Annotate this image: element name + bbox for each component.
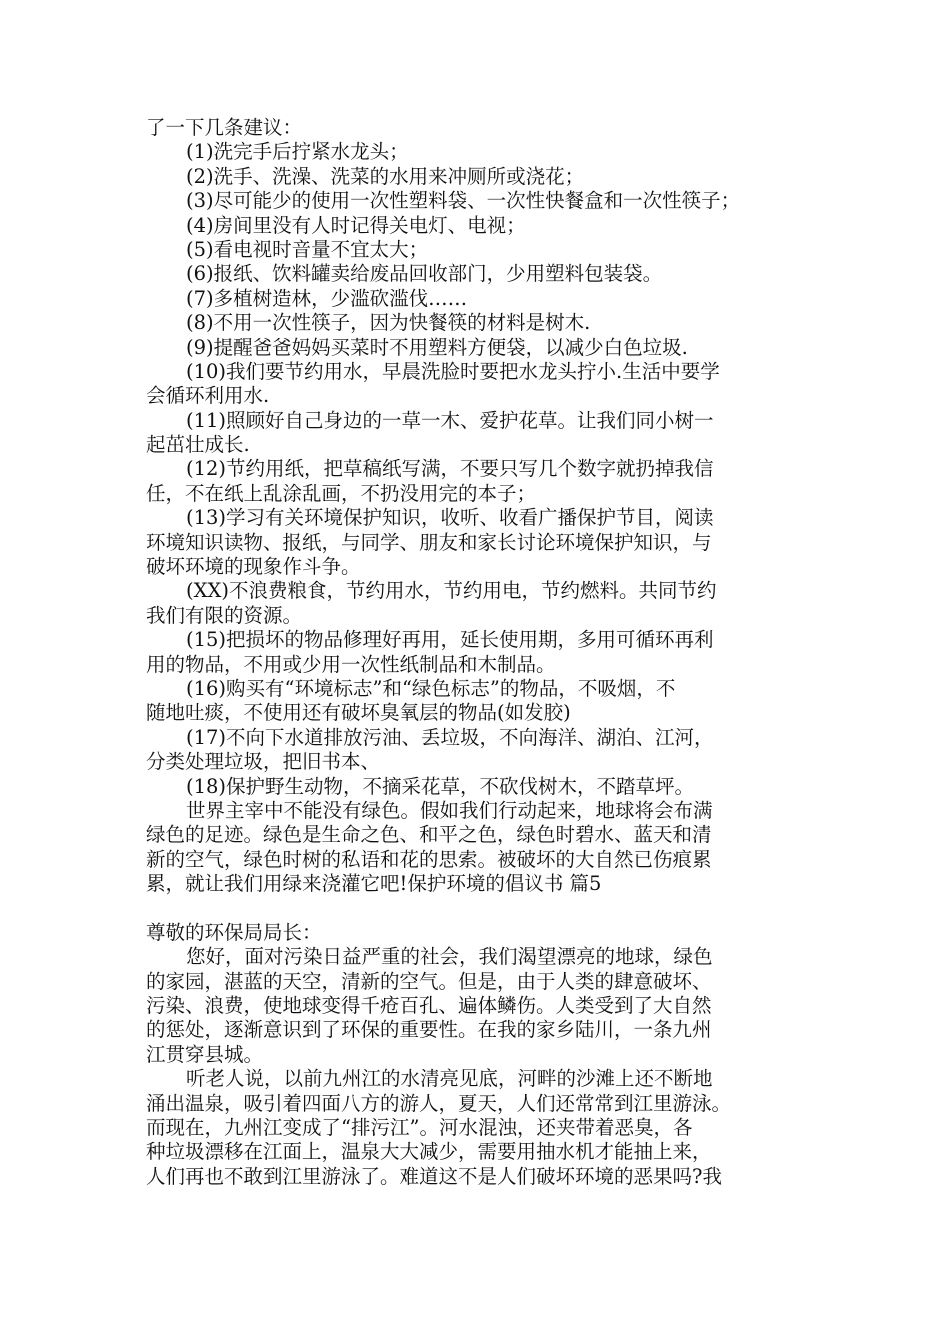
- text-line: 分类处理垃圾，把旧书本、: [146, 750, 381, 774]
- text-line: (12)节约用纸，把草稿纸写满，不要只写几个数字就扔掉我信: [186, 457, 714, 481]
- text-line: 污染、浪费，使地球变得千疮百孔、遍体鳞伤。人类受到了大自然: [146, 994, 712, 1018]
- text-line: (4)房间里没有人时记得关电灯、电视；: [186, 213, 526, 237]
- text-line: (13)学习有关环境保护知识，收听、收看广播保护节目，阅读: [186, 506, 714, 530]
- text-line: (9)提醒爸爸妈妈买菜时不用塑料方便袋，以减少白色垃圾.: [186, 335, 688, 359]
- text-line: (2)洗手、洗澡、洗菜的水用来冲厕所或浇花；: [186, 164, 585, 188]
- text-line: 环境知识读物、报纸，与同学、朋友和家长讨论环境保护知识，与: [146, 530, 712, 554]
- text-line: 尊敬的环保局局长：: [146, 920, 322, 944]
- text-line: 随地吐痰，不使用还有破坏臭氧层的物品(如发胶): [146, 701, 571, 725]
- text-line: 人们再也不敢到江里游泳了。难道这不是人们破坏环境的恶果吗?我: [146, 1164, 722, 1188]
- text-line: 种垃圾漂移在江面上，温泉大大减少，需要用抽水机才能抽上来，: [146, 1140, 712, 1164]
- text-line: 的家园，湛蓝的天空，清新的空气。但是，由于人类的肆意破坏、: [146, 969, 712, 993]
- text-line: (5)看电视时音量不宜太大；: [186, 237, 429, 261]
- text-line: (16)购买有“环境标志”和“绿色标志”的物品，不吸烟，不: [186, 676, 676, 700]
- text-line: (18)保护野生动物，不摘采花草，不砍伐树木，不踏草坪。: [186, 774, 695, 798]
- text-line: (15)把损坏的物品修理好再用，延长使用期，多用可循环再利: [186, 628, 714, 652]
- text-line: (17)不向下水道排放污油、丢垃圾，不向海洋、湖泊、江河，: [186, 725, 714, 749]
- text-line: 您好，面对污染日益严重的社会，我们渴望漂亮的地球，绿色: [186, 945, 713, 969]
- text-line: 了一下几条建议：: [146, 116, 303, 139]
- text-line: 破坏环境的现象作斗争。: [146, 555, 361, 579]
- text-line: (3)尽可能少的使用一次性塑料袋、一次性快餐盒和一次性筷子；: [186, 189, 741, 213]
- text-line: (8)不用一次性筷子，因为快餐筷的材料是树木.: [186, 311, 591, 335]
- text-line: 累，就让我们用绿来浇灌它吧!保护环境的倡议书 篇5: [146, 872, 602, 896]
- text-line: 用的物品，不用或少用一次性纸制品和木制品。: [146, 652, 556, 676]
- text-line: (11)照顾好自己身边的一草一木、爱护花草。让我们同小树一: [186, 408, 714, 432]
- text-line: (6)报纸、饮料罐卖给废品回收部门，少用塑料包装袋。: [186, 262, 663, 286]
- text-line: (1)洗完手后拧紧水龙头；: [186, 140, 409, 164]
- document-section-proposals: [146, 116, 826, 897]
- text-line: 任，不在纸上乱涂乱画，不扔没用完的本子；: [146, 481, 537, 505]
- text-line: 起茁壮成长.: [146, 433, 250, 457]
- text-line: 世界主宰中不能没有绿色。假如我们行动起来，地球将会布满: [186, 798, 713, 822]
- document-page: [146, 116, 826, 1189]
- text-line: (7)多植树造林，少滥砍滥伐……: [186, 286, 468, 310]
- text-line: 的惩处，逐渐意识到了环保的重要性。在我的家乡陆川，一条九州: [146, 1018, 712, 1042]
- text-line: 而现在，九州江变成了“排污江”。河水混浊，还夹带着恶臭，各: [146, 1116, 693, 1140]
- text-line: (XX)不浪费粮食，节约用水，节约用电，节约燃料。共同节约: [186, 579, 717, 603]
- section-gap: [146, 897, 826, 921]
- text-line: 我们有限的资源。: [146, 603, 303, 627]
- text-line: (10)我们要节约用水，早晨洗脸时要把水龙头拧小.生活中要学: [186, 359, 720, 383]
- text-line: 会循环利用水.: [146, 384, 270, 408]
- text-line: 江贯穿县城。: [146, 1042, 264, 1066]
- document-section-letter: [146, 921, 826, 1189]
- text-line: 听老人说，以前九州江的水清亮见底，河畔的沙滩上还不断地: [186, 1067, 713, 1091]
- text-line: 涌出温泉，吸引着四面八方的游人，夏天，人们还常常到江里游泳。: [146, 1091, 732, 1115]
- text-line: 新的空气，绿色时树的私语和花的思索。被破坏的大自然已伤痕累: [146, 847, 712, 871]
- text-line: 绿色的足迹。绿色是生命之色、和平之色，绿色时碧水、蓝天和清: [146, 823, 712, 847]
